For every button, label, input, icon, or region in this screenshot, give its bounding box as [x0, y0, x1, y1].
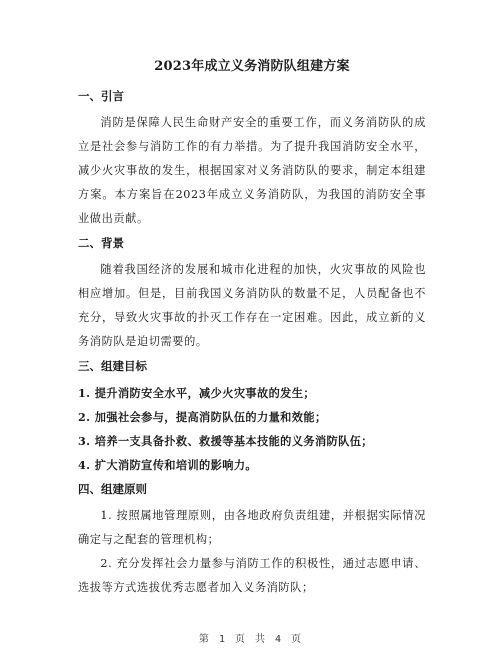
- goal-item: 4. 扩大消防宣传和培训的影响力。: [78, 458, 257, 472]
- section-heading: 四、组建原则: [78, 482, 147, 496]
- goal-item: 1. 提升消防安全水平，减少火灾事故的发生；: [78, 386, 315, 400]
- section-background: [78, 235, 426, 354]
- principle-item: 2. 充分发挥社会力量参与消防工作的积极性，通过志愿申请、选拔等方式选拔优秀志愿者加入义务消防队；: [78, 557, 426, 594]
- goal-item: 3. 培养一支具备扑救、救援等基本技能的义务消防队伍；: [78, 434, 373, 448]
- document-body: [78, 58, 426, 600]
- section-paragraph: 随着我国经济的发展和城市化进程的加快，火灾事故的风险也相应增加。但是，目前我国义务消防队的数量不足，人员配备也不充分，导致火灾事故的扑灭工作存在一定困难。因此，成立新的义务消防队是迫切需要的。: [78, 263, 426, 348]
- section-principles: [78, 481, 426, 600]
- document-title: 2023年成立义务消防队组建方案: [154, 59, 350, 74]
- principle-item: 1. 按照属地管理原则，由各地政府负责组建，并根据实际情况确定与之配套的管理机构；: [78, 509, 426, 546]
- section-introduction: [78, 88, 426, 231]
- section-heading: 一、引言: [78, 89, 124, 103]
- section-heading: 三、组建目标: [78, 359, 147, 373]
- goal-item: 2. 加强社会参与，提高消防队伍的力量和效能；: [78, 410, 327, 424]
- page-number-footer: 第 1 页 共 4 页: [198, 634, 304, 645]
- section-paragraph: 消防是保障人民生命财产安全的重要工作，而义务消防队的成立是社会参与消防工作的有力举措。为了提升我国消防安全水平，减少火灾事故的发生，根据国家对义务消防队的要求，制定本组建方案。本方案旨在2023年成立义务消防队，为我国的消防安全事业做出贡献。: [78, 116, 426, 225]
- section-goals: [78, 358, 426, 477]
- section-heading: 二、背景: [78, 236, 124, 250]
